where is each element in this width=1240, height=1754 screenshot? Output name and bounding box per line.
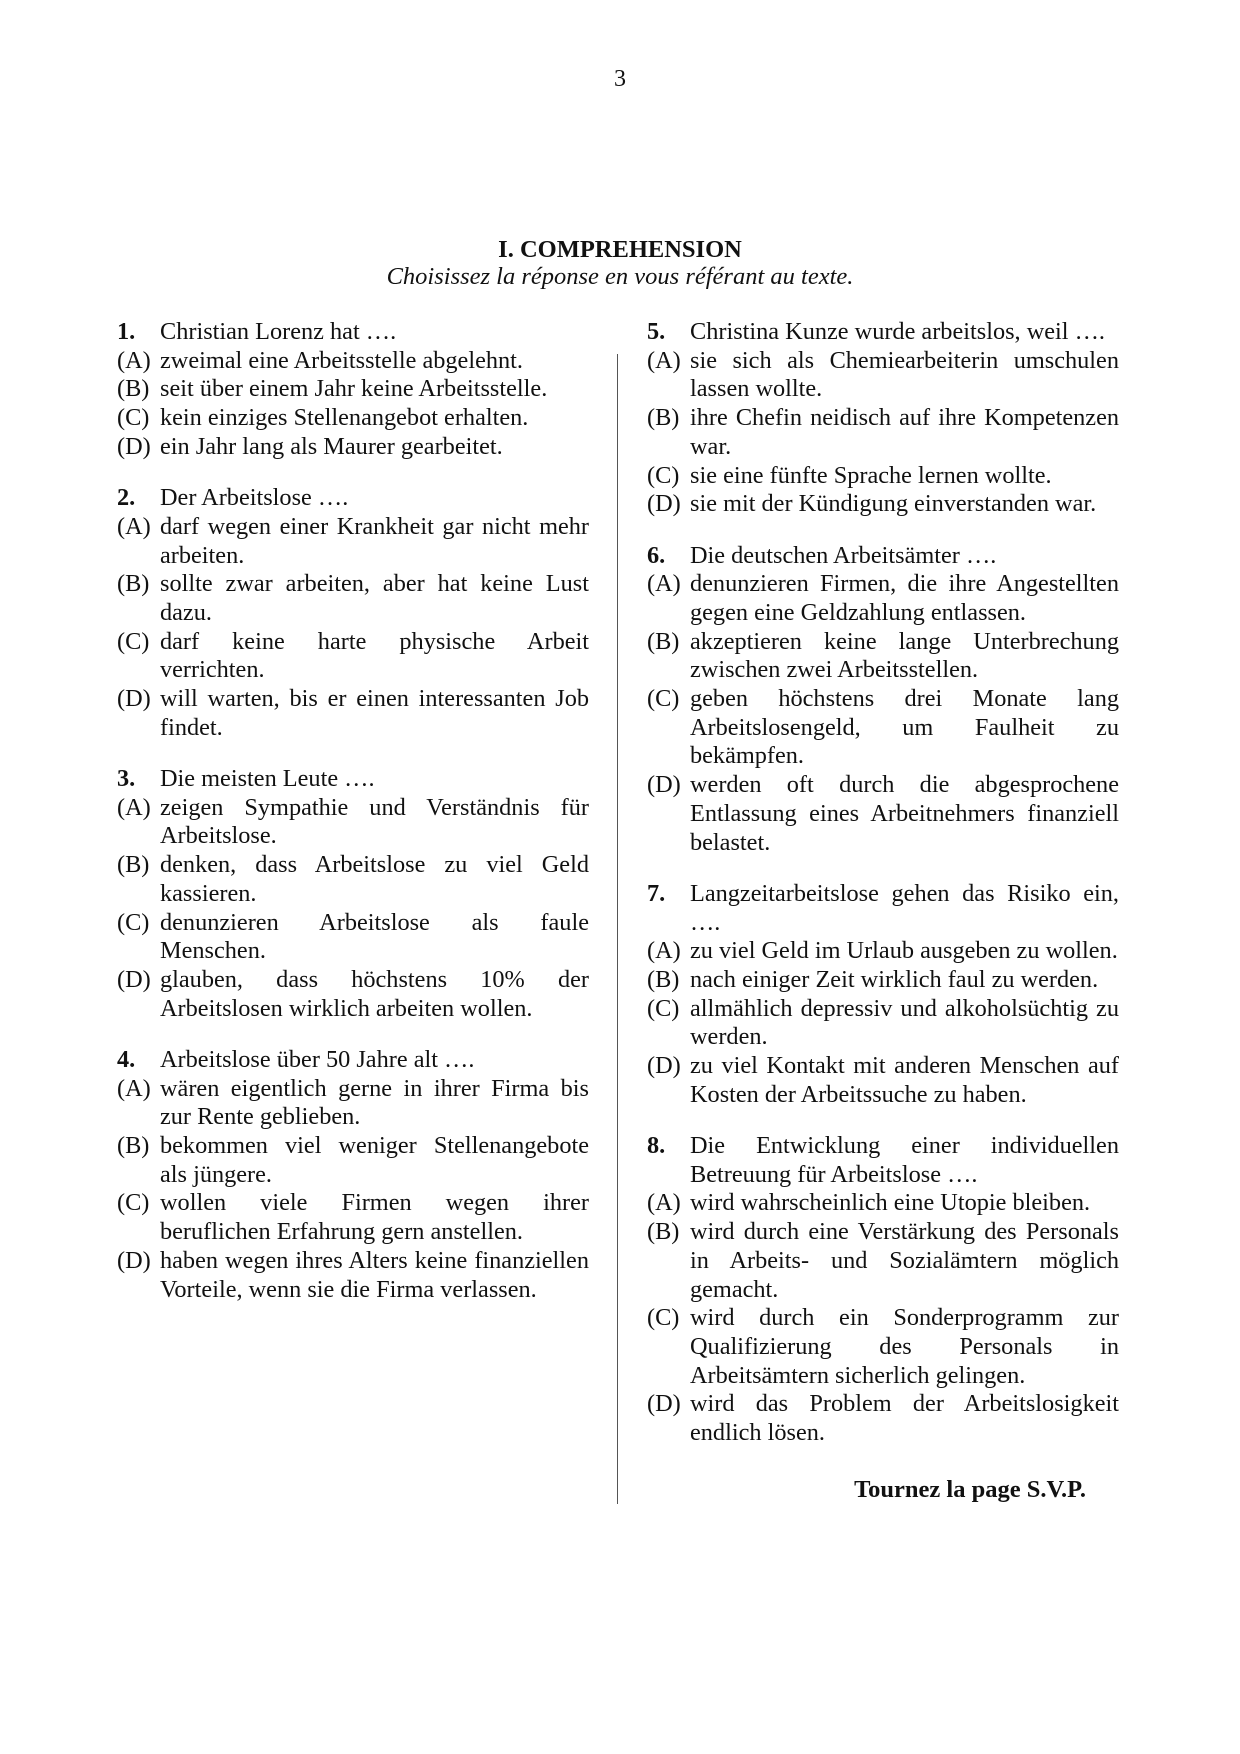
question-2 bbox=[117, 484, 589, 742]
answer-option bbox=[117, 1247, 589, 1304]
option-text: bekommen viel weniger Stellenangebote als jüngere. bbox=[160, 1132, 589, 1188]
question-text: Christina Kunze wurde arbeitslos, weil …. bbox=[690, 318, 1105, 345]
option-label: (D) bbox=[647, 771, 681, 799]
footer-turn-page: Tournez la page S.V.P. bbox=[854, 1476, 1086, 1503]
question-stem bbox=[117, 1046, 589, 1075]
option-label: (B) bbox=[647, 627, 680, 655]
answer-option bbox=[647, 685, 1119, 771]
question-stem bbox=[647, 318, 1119, 347]
question-text: Die meisten Leute …. bbox=[160, 765, 375, 793]
option-label: (D) bbox=[647, 1052, 681, 1080]
page-number: 3 bbox=[614, 66, 626, 92]
answer-option bbox=[117, 404, 589, 433]
question-stem bbox=[117, 318, 589, 347]
answer-option bbox=[117, 966, 589, 1023]
question-number: 5. bbox=[647, 318, 666, 345]
answer-option bbox=[647, 1304, 1119, 1390]
option-text: glauben, dass höchstens 10% der Arbeitslosen wirklich arbeiten wollen. bbox=[160, 965, 589, 1022]
option-text: geben höchstens drei Monate lang Arbeitslosengeld, um Faulheit zu bekämpfen. bbox=[690, 685, 1119, 770]
option-label: (D) bbox=[117, 685, 151, 713]
option-text: haben wegen ihres Alters keine finanziellen Vorteile, wenn sie die Firma verlassen. bbox=[160, 1246, 589, 1303]
question-4 bbox=[117, 1046, 589, 1304]
option-label: (D) bbox=[117, 965, 151, 993]
option-text: darf wegen einer Krankheit gar nicht mehr arbeiten. bbox=[160, 512, 589, 569]
answer-option bbox=[647, 462, 1119, 491]
option-text: ein Jahr lang als Maurer gearbeitet. bbox=[160, 432, 503, 460]
answer-option bbox=[117, 347, 589, 376]
option-label: (C) bbox=[647, 461, 680, 489]
option-text: nach einiger Zeit wirklich faul zu werden. bbox=[690, 965, 1099, 993]
answer-option bbox=[117, 794, 589, 851]
question-text: Die Entwicklung einer individuellen Betreuung für Arbeitslose …. bbox=[690, 1132, 1119, 1188]
question-text: Der Arbeitslose …. bbox=[160, 484, 349, 512]
question-stem bbox=[647, 1132, 1119, 1189]
option-label: (B) bbox=[647, 965, 680, 993]
option-text: werden oft durch die abgesprochene Entlassung eines Arbeitnehmers finanziell belastet. bbox=[690, 771, 1119, 856]
option-label: (C) bbox=[647, 685, 680, 713]
option-label: (C) bbox=[647, 994, 680, 1022]
option-text: wird durch eine Verstärkung des Personals in Arbeits- und Sozialämtern möglich gemacht. bbox=[690, 1218, 1119, 1303]
answer-option bbox=[647, 628, 1119, 685]
answer-option bbox=[117, 1075, 589, 1132]
option-label: (A) bbox=[647, 1189, 681, 1217]
option-label: (C) bbox=[117, 627, 150, 655]
answer-option bbox=[117, 851, 589, 908]
option-text: zu viel Kontakt mit anderen Menschen auf Kosten der Arbeitssuche zu haben. bbox=[690, 1052, 1119, 1108]
question-8 bbox=[647, 1132, 1119, 1448]
question-number: 6. bbox=[647, 541, 666, 569]
answer-option bbox=[647, 937, 1119, 966]
right-column bbox=[647, 318, 1119, 1470]
option-text: seit über einem Jahr keine Arbeitsstelle. bbox=[160, 375, 548, 403]
answer-option bbox=[117, 1132, 589, 1189]
option-text: sie eine fünfte Sprache lernen wollte. bbox=[690, 461, 1052, 489]
answer-option bbox=[647, 771, 1119, 857]
option-label: (D) bbox=[647, 1390, 681, 1418]
answer-option bbox=[647, 995, 1119, 1052]
question-text: Langzeitarbeitslose gehen das Risiko ein, …. bbox=[690, 879, 1119, 936]
question-5 bbox=[647, 318, 1119, 519]
option-text: wollen viele Firmen wegen ihrer beruflichen Erfahrung gern anstellen. bbox=[160, 1189, 589, 1246]
answer-option bbox=[647, 570, 1119, 627]
answer-option bbox=[117, 513, 589, 570]
question-1 bbox=[117, 318, 589, 462]
question-text: Die deutschen Arbeitsämter …. bbox=[690, 541, 997, 569]
option-label: (A) bbox=[647, 937, 681, 965]
option-label: (A) bbox=[647, 570, 681, 598]
option-text: zweimal eine Arbeitsstelle abgelehnt. bbox=[160, 346, 523, 374]
answer-option bbox=[117, 909, 589, 966]
question-number: 2. bbox=[117, 484, 136, 512]
answer-option bbox=[117, 685, 589, 742]
option-text: sie mit der Kündigung einverstanden war. bbox=[690, 490, 1097, 518]
answer-option bbox=[647, 1218, 1119, 1304]
question-stem bbox=[117, 765, 589, 794]
option-text: denunzieren Firmen, die ihre Angestellten gegen eine Geldzahlung entlassen. bbox=[690, 570, 1119, 626]
section-title: I. COMPREHENSION bbox=[498, 236, 742, 263]
option-text: denken, dass Arbeitslose zu viel Geld kassieren. bbox=[160, 851, 589, 907]
option-label: (A) bbox=[117, 793, 151, 821]
column-divider bbox=[617, 354, 618, 1504]
option-label: (D) bbox=[117, 1246, 151, 1274]
option-text: akzeptieren keine lange Unterbrechung zwischen zwei Arbeitsstellen. bbox=[690, 627, 1119, 684]
question-number: 1. bbox=[117, 318, 136, 345]
option-text: will warten, bis er einen interessanten Job findet. bbox=[160, 685, 589, 741]
left-column bbox=[117, 318, 589, 1327]
option-label: (D) bbox=[117, 432, 151, 460]
option-label: (C) bbox=[647, 1304, 680, 1332]
question-stem bbox=[647, 880, 1119, 937]
question-stem bbox=[647, 542, 1119, 571]
option-text: ihre Chefin neidisch auf ihre Kompetenzen war. bbox=[690, 404, 1119, 460]
option-text: kein einziges Stellenangebot erhalten. bbox=[160, 404, 529, 432]
answer-option bbox=[117, 433, 589, 462]
answer-option bbox=[647, 966, 1119, 995]
question-stem bbox=[117, 484, 589, 513]
question-3 bbox=[117, 765, 589, 1023]
question-7 bbox=[647, 880, 1119, 1110]
answer-option bbox=[647, 404, 1119, 461]
question-6 bbox=[647, 542, 1119, 858]
section-instructions: Choisissez la réponse en vous référant au texte. bbox=[386, 263, 854, 290]
option-label: (A) bbox=[117, 1074, 151, 1102]
option-text: wird das Problem der Arbeitslosigkeit endlich lösen. bbox=[690, 1390, 1119, 1447]
option-label: (A) bbox=[647, 346, 681, 374]
answer-option bbox=[117, 1189, 589, 1246]
answer-option bbox=[117, 375, 589, 404]
answer-option bbox=[117, 570, 589, 627]
answer-option bbox=[647, 490, 1119, 519]
answer-option bbox=[647, 1390, 1119, 1447]
question-text: Arbeitslose über 50 Jahre alt …. bbox=[160, 1045, 475, 1073]
option-text: sie sich als Chemiearbeiterin umschulen lassen wollte. bbox=[690, 346, 1119, 403]
option-label: (D) bbox=[647, 490, 681, 518]
option-label: (B) bbox=[117, 570, 150, 598]
option-text: darf keine harte physische Arbeit verrichten. bbox=[160, 627, 589, 684]
option-label: (B) bbox=[647, 404, 680, 432]
option-text: denunzieren Arbeitslose als faule Menschen. bbox=[160, 908, 589, 965]
option-label: (B) bbox=[117, 375, 150, 403]
answer-option bbox=[647, 1189, 1119, 1218]
option-text: wird wahrscheinlich eine Utopie bleiben. bbox=[690, 1189, 1091, 1217]
option-label: (B) bbox=[117, 1132, 150, 1160]
option-text: wird durch ein Sonderprogramm zur Qualifizierung des Personals in Arbeitsämtern sicherlich gelingen. bbox=[690, 1304, 1119, 1389]
option-text: zeigen Sympathie und Verständnis für Arbeitslose. bbox=[160, 793, 589, 850]
option-label: (C) bbox=[117, 908, 150, 936]
option-text: wären eigentlich gerne in ihrer Firma bis zur Rente geblieben. bbox=[160, 1074, 589, 1131]
option-label: (C) bbox=[117, 1189, 150, 1217]
answer-option bbox=[647, 1052, 1119, 1109]
question-number: 7. bbox=[647, 879, 666, 907]
option-label: (C) bbox=[117, 404, 150, 432]
answer-option bbox=[117, 628, 589, 685]
option-text: allmählich depressiv und alkoholsüchtig zu werden. bbox=[690, 994, 1119, 1051]
option-label: (B) bbox=[647, 1218, 680, 1246]
option-label: (A) bbox=[117, 346, 151, 374]
option-text: sollte zwar arbeiten, aber hat keine Lust dazu. bbox=[160, 570, 589, 626]
question-number: 4. bbox=[117, 1045, 136, 1073]
option-label: (B) bbox=[117, 851, 150, 879]
question-text: Christian Lorenz hat …. bbox=[160, 318, 397, 345]
answer-option bbox=[647, 347, 1119, 404]
option-text: zu viel Geld im Urlaub ausgeben zu wollen. bbox=[690, 937, 1118, 965]
question-number: 8. bbox=[647, 1132, 666, 1160]
question-number: 3. bbox=[117, 765, 136, 793]
option-label: (A) bbox=[117, 512, 151, 540]
